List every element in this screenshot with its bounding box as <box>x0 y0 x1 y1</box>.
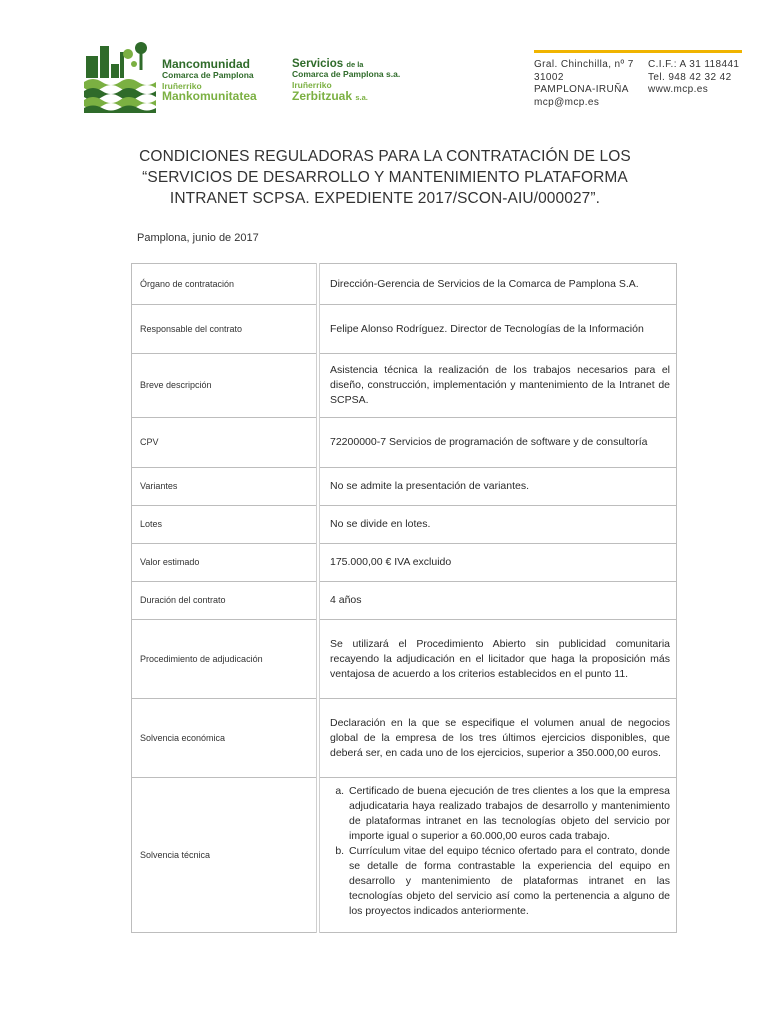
row-label: Solvencia económica <box>132 699 319 778</box>
row-label: Valor estimado <box>132 544 319 582</box>
org2-basque-name <box>292 90 400 103</box>
row-label: Responsable del contrato <box>132 305 319 354</box>
letterhead <box>0 0 770 120</box>
row-value: No se admite la presentación de variantes. <box>318 468 677 506</box>
conditions-table <box>131 263 677 933</box>
row-value: Asistencia técnica la realización de los trabajos necesarios para el diseño, construcción, implementación y mantenimiento de la Intranet de SCPSA. <box>318 354 677 418</box>
address-line-2: 31002 <box>534 71 564 83</box>
document-title: CONDICIONES REGULADORAS PARA LA CONTRATACIÓN DE LOS “SERVICIOS DE DESARROLLO Y MANTENIMIENTO PLATAFORMA INTRANET SCPSA. EXPEDIENTE 2017/SCON-AIU/000027”. <box>139 148 631 207</box>
table-row <box>132 778 677 933</box>
servicios-name-block <box>292 58 400 103</box>
table-row <box>132 582 677 620</box>
row-value: Dirección-Gerencia de Servicios de la Comarca de Pamplona S.A. <box>318 264 677 305</box>
row-value: 4 años <box>318 582 677 620</box>
address-line-3: PAMPLONA-IRUÑA <box>534 84 629 95</box>
contact-tel: Tel. 948 42 32 42 <box>648 71 732 83</box>
org2-basque-small: Iruñerriko <box>292 79 332 90</box>
org2-name-suffix: de la <box>346 60 364 69</box>
row-label: Breve descripción <box>132 354 319 418</box>
list-item: a. Certificado de buena ejecución de tres clientes a los que la empresa adjudicataria haya realizado trabajos de desarrollo y mantenimiento de plataformas intranet en las tecnologías objeto del servicio por importe igual o superior a 60.000,00 euros cada trabajo. <box>347 784 670 844</box>
row-label: Órgano de contratación <box>132 264 319 305</box>
table-row <box>132 468 677 506</box>
row-value: No se divide en lotes. <box>318 506 677 544</box>
row-label: Solvencia técnica <box>132 778 319 933</box>
document-date: Pamplona, junio de 2017 <box>137 232 259 244</box>
row-label: Duración del contrato <box>132 582 319 620</box>
org2-subtitle: Comarca de Pamplona s.a. <box>292 69 401 80</box>
org2-name-main: Servicios <box>292 58 344 70</box>
contact-address <box>534 59 634 109</box>
contact-email[interactable]: mcp@mcp.es <box>534 96 600 108</box>
org1-subtitle: Comarca de Pamplona <box>162 69 254 80</box>
table-row <box>132 699 677 778</box>
list-item: b. Currículum vitae del equipo técnico ofertado para el contrato, donde se detalle de forma contrastable la experiencia del equipo en desarrollo y mantenimiento de plataformas intranet en las tecnologías objeto del servicio así como la pertenencia a alguno de los proyectos indicados anteriormente. <box>347 844 670 919</box>
row-label: Variantes <box>132 468 319 506</box>
table-row <box>132 544 677 582</box>
row-value: Se utilizará el Procedimiento Abierto sin publicidad comunitaria recayendo la adjudicación en el licitador que haga la proposición más ventajosa de acuerdo a los criterios establecidos en el punto 11. <box>318 620 677 699</box>
contact-details <box>648 59 739 97</box>
row-value <box>318 778 677 933</box>
table-row <box>132 264 677 305</box>
row-value: Felipe Alonso Rodríguez. Director de Tecnologías de la Información <box>318 305 677 354</box>
technical-solvency-list <box>330 784 670 919</box>
mancomunidad-logo-icon <box>84 42 156 114</box>
header-divider <box>534 50 742 53</box>
org1-basque-small: Iruñerriko <box>162 80 202 91</box>
org1-basque-name: Mankomunitatea <box>162 89 257 104</box>
table-row <box>132 305 677 354</box>
row-value: 175.000,00 € IVA excluido <box>318 544 677 582</box>
contact-cif: C.I.F.: A 31 118441 <box>648 59 740 70</box>
row-value: Declaración en la que se especifique el volumen anual de negocios global de la empresa de los tres últimos ejercicios disponibles, que deberá ser, en cada uno de los ejercicios, superior a 350.000,00 euros. <box>318 699 677 778</box>
mancomunidad-name-block <box>162 58 257 103</box>
table-row <box>132 506 677 544</box>
row-label: Lotes <box>132 506 319 544</box>
table-row <box>132 354 677 418</box>
table-row <box>132 418 677 468</box>
address-line-1: Gral. Chinchilla, nº 7 <box>534 59 634 70</box>
contact-web[interactable]: www.mcp.es <box>648 84 709 95</box>
org2-basque-suffix: s.a. <box>355 92 368 102</box>
org1-name: Mancomunidad <box>162 57 251 71</box>
table-row <box>132 620 677 699</box>
org2-basque-main: Zerbitzuak <box>292 88 353 103</box>
row-label: Procedimiento de adjudicación <box>132 620 319 699</box>
row-label: CPV <box>132 418 319 468</box>
row-value: 72200000-7 Servicios de programación de software y de consultoría <box>318 418 677 468</box>
